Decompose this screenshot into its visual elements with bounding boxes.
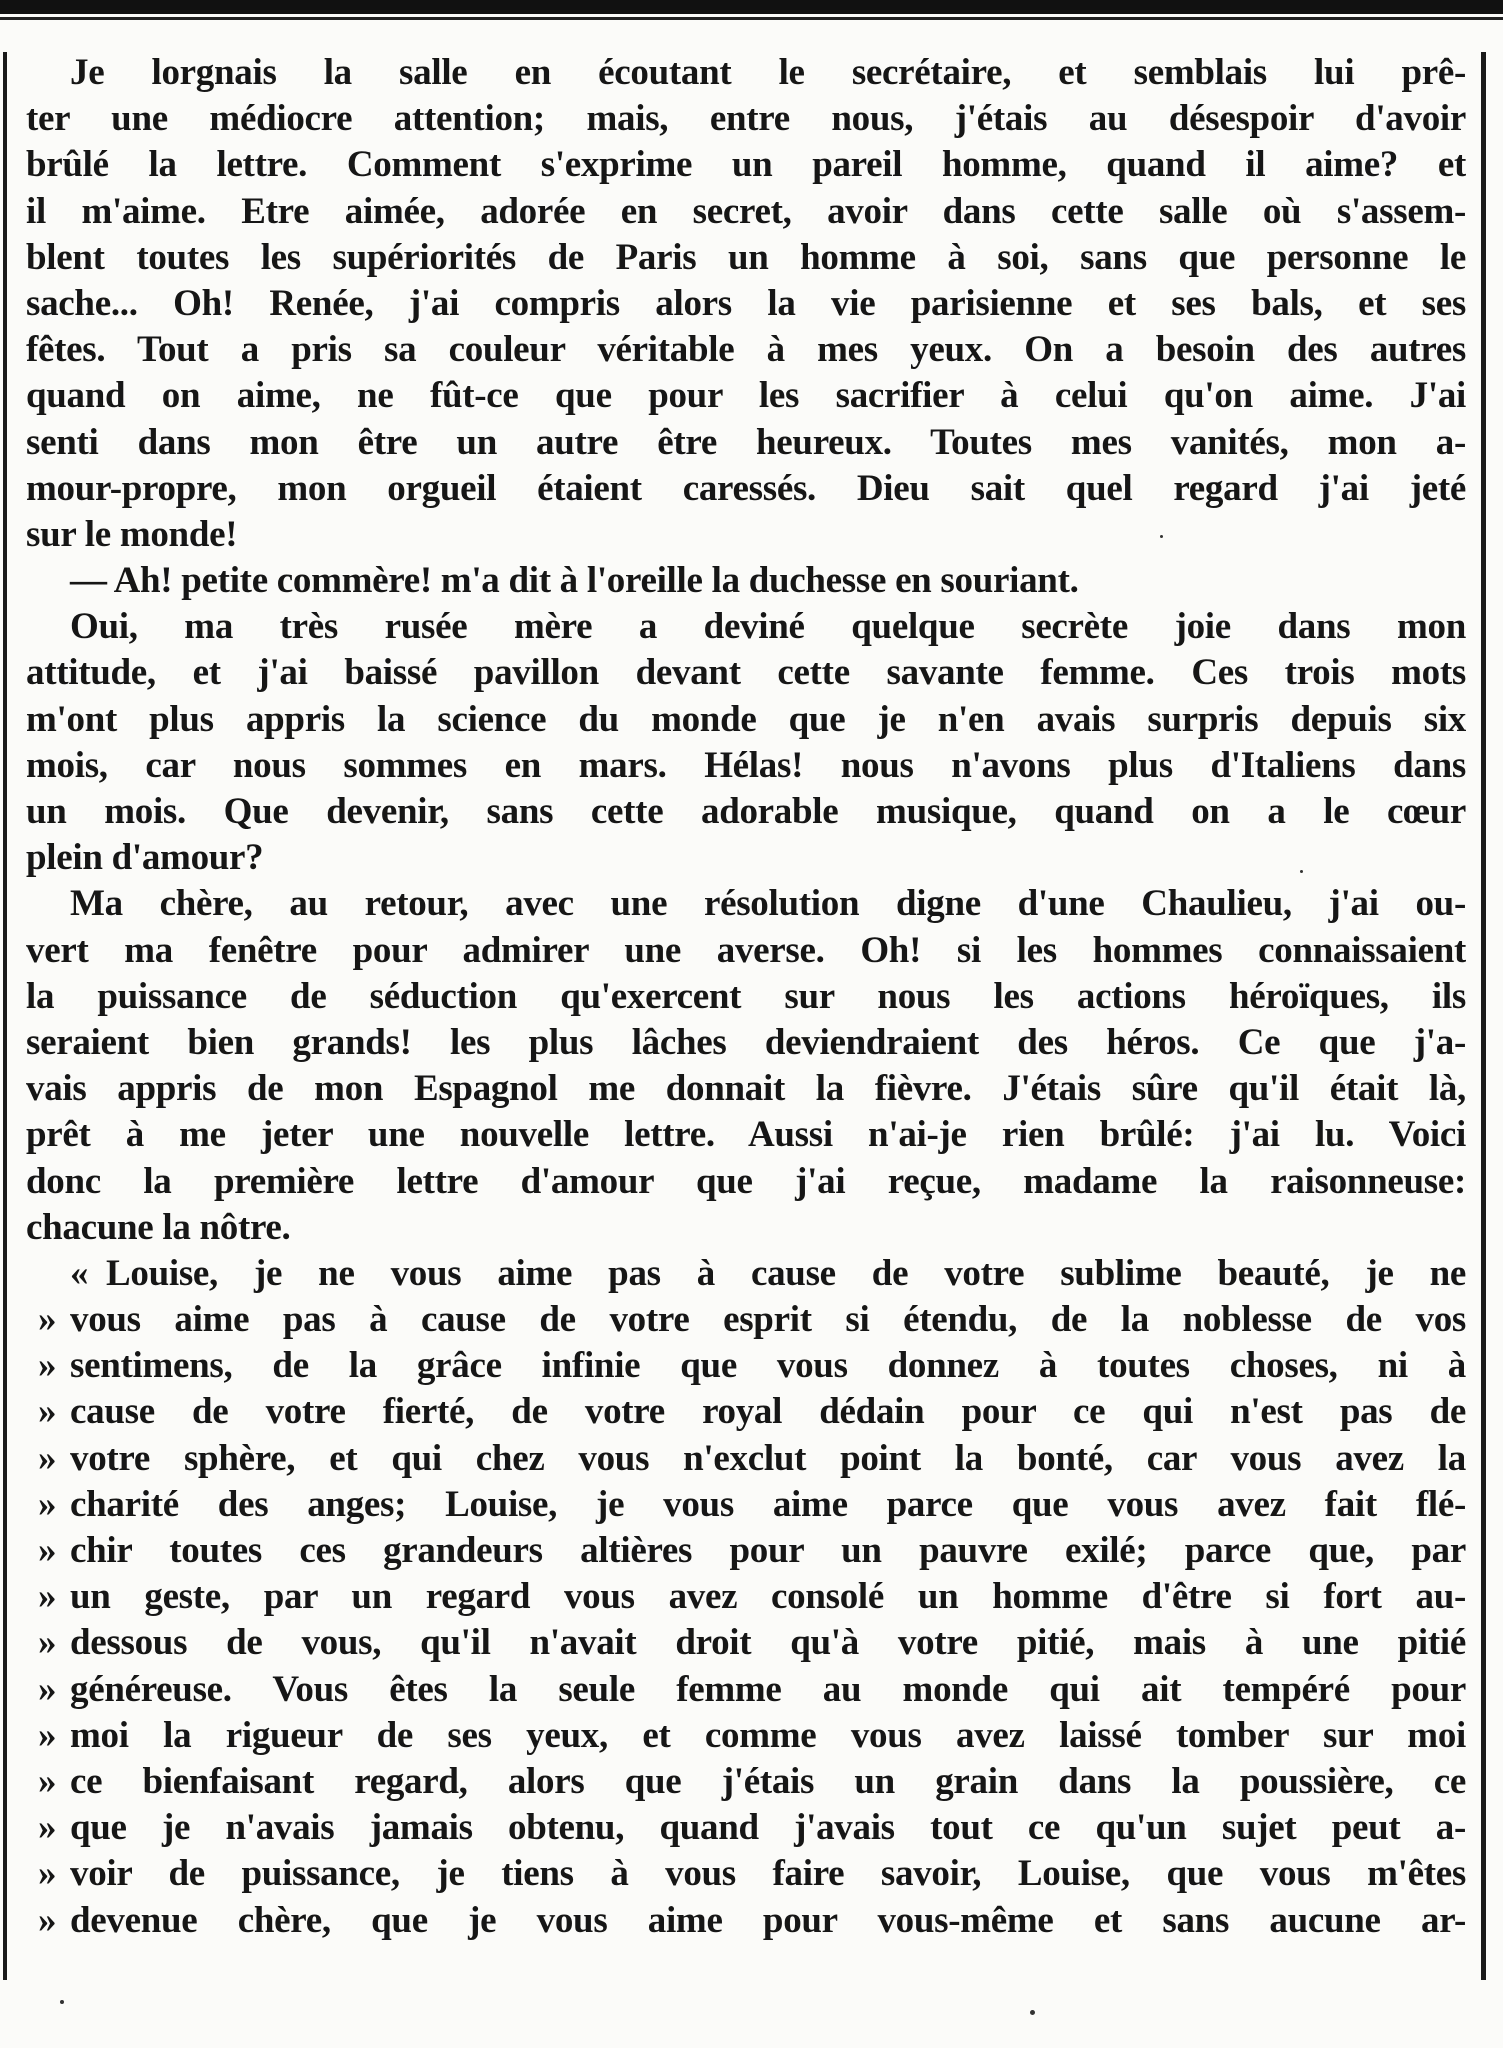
text-line: plein d'amour? [26,837,264,879]
letter-line [26,1251,1466,1297]
letter-text: moi la rigueur de ses yeux, et comme vous avez laissé tomber sur moi [70,1714,1466,1756]
letter-line [26,1343,1466,1389]
letter-text: généreuse. Vous êtes la seule femme au monde qui ait tempéré pour [70,1668,1466,1710]
quote-mark: » [38,1622,57,1664]
text-line: senti dans mon être un autre être heureux. Toutes mes vanités, mon a- [26,421,1466,463]
quote-mark: » [38,1853,57,1895]
quote-mark: » [38,1437,57,1479]
letter-line [26,1898,1466,1944]
text-line: blent toutes les supériorités de Paris un homme à soi, sans que personne le [26,236,1466,278]
letter-text: un geste, par un regard vous avez consolé un homme d'être si fort au- [70,1576,1466,1618]
letter-line [26,1713,1466,1759]
letter-text: voir de puissance, je tiens à vous faire savoir, Louise, que vous m'êtes [70,1853,1466,1895]
text-line: Je lorgnais la salle en écoutant le secrétaire, et semblais lui prê- [70,52,1466,93]
text-line: quand on aime, ne fût-ce que pour les sacrifier à celui qu'on aime. J'ai [26,375,1466,417]
text-line: il m'aime. Etre aimée, adorée en secret, avoir dans cette salle où s'assem- [26,190,1466,232]
paragraph [26,50,1466,558]
letter-line [26,1667,1466,1713]
quote-mark: » [38,1576,57,1618]
text-line: mour-propre, mon orgueil étaient caressés. Dieu sait quel regard j'ai jeté [26,467,1466,509]
letter-text: ce bienfaisant regard, alors que j'étais un grain dans la poussière, ce [70,1760,1466,1802]
letter-text: vous aime pas à cause de votre esprit si étendu, de la noblesse de vos [70,1299,1466,1341]
quote-mark: » [38,1807,57,1849]
letter-text: votre sphère, et qui chez vous n'exclut point la bonté, car vous avez la [70,1437,1466,1479]
letter-text: chir toutes ces grandeurs altières pour un pauvre exilé; parce que, par [70,1530,1466,1571]
letter-line [26,1759,1466,1805]
quote-mark: » [38,1530,57,1571]
quote-mark: » [38,1391,57,1433]
letter-line [26,1436,1466,1482]
text-line: Ma chère, au retour, avec une résolution digne d'une Chaulieu, j'ai ou- [70,883,1466,925]
letter-line [26,1297,1466,1343]
letter-line [26,1528,1466,1574]
letter-line [26,1851,1466,1897]
quote-mark: » [38,1668,57,1710]
letter-text: Louise, je ne vous aime pas à cause de votre sublime beauté, je ne [106,1252,1466,1294]
paragraph [26,604,1466,881]
text-line: sache... Oh! Renée, j'ai compris alors la vie parisienne et ses bals, et ses [26,282,1466,324]
letter-text: que je n'avais jamais obtenu, quand j'avais tout ce qu'un sujet peut a- [70,1807,1466,1849]
text-line: Oui, ma très rusée mère a deviné quelque secrète joie dans mon [70,606,1466,648]
letter-line [26,1482,1466,1528]
text-line: m'ont plus appris la science du monde que je n'en avais surpris depuis six [26,698,1466,740]
letter-text: dessous de vous, qu'il n'avait droit qu'à votre pitié, mais à une pitié [70,1622,1466,1664]
letter-line [26,1389,1466,1435]
print-speck [1030,2010,1035,2015]
print-speck [1300,870,1303,873]
left-column-rule [3,52,7,1980]
text-line: seraient bien grands! les plus lâches deviendraient des héros. Ce que j'a- [26,1021,1466,1063]
text-line: fêtes. Tout a pris sa couleur véritable à mes yeux. On a besoin des autres [26,329,1466,371]
print-speck [1160,535,1163,538]
top-rule-thin [0,17,1503,20]
top-rule [0,0,1503,14]
quote-mark: » [38,1760,57,1802]
letter-line [26,1620,1466,1666]
paragraph [26,881,1466,1251]
letter-text: devenue chère, que je vous aime pour vous-même et sans aucune ar- [70,1899,1466,1941]
text-line: attitude, et j'ai baissé pavillon devant cette savante femme. Ces trois mots [26,652,1466,694]
letter-text: charité des anges; Louise, je vous aime parce que vous avez fait flé- [70,1483,1466,1525]
quote-mark: » [38,1714,57,1756]
text-line: brûlé la lettre. Comment s'exprime un pareil homme, quand il aime? et [26,144,1466,186]
text-line: — Ah! petite commère! m'a dit à l'oreille la duchesse en souriant. [70,560,1079,602]
text-line: vert ma fenêtre pour admirer une averse. Oh! si les hommes connaissaient [26,929,1466,971]
text-line: sur le monde! [26,513,238,555]
letter-line [26,1574,1466,1620]
letter-line [26,1805,1466,1851]
quote-mark: » [38,1299,57,1341]
print-speck [60,2000,64,2004]
text-line: chacune la nôtre. [26,1206,291,1248]
right-column-rule [1481,52,1486,1980]
text-column [26,50,1466,1944]
text-line: vais appris de mon Espagnol me donnait la fièvre. J'étais sûre qu'il était là, [26,1068,1466,1110]
text-line: mois, car nous sommes en mars. Hélas! nous n'avons plus d'Italiens dans [26,744,1466,786]
quote-mark: » [38,1345,57,1387]
text-line: ter une médiocre attention; mais, entre nous, j'étais au désespoir d'avoir [26,98,1466,140]
quoted-letter [26,1251,1466,1944]
text-line: un mois. Que devenir, sans cette adorable musique, quand on a le cœur [26,791,1466,832]
letter-text: sentimens, de la grâce infinie que vous donnez à toutes choses, ni à [70,1345,1466,1387]
text-line: donc la première lettre d'amour que j'ai reçue, madame la raisonneuse: [26,1160,1466,1202]
paragraph [26,558,1466,604]
quote-mark: » [38,1483,57,1525]
quote-mark: » [38,1899,57,1941]
quote-mark: « [70,1252,89,1294]
letter-text: cause de votre fierté, de votre royal dédain pour ce qui n'est pas de [70,1391,1466,1433]
text-line: la puissance de séduction qu'exercent sur nous les actions héroïques, ils [26,975,1466,1017]
text-line: prêt à me jeter une nouvelle lettre. Aussi n'ai-je rien brûlé: j'ai lu. Voici [26,1114,1466,1156]
